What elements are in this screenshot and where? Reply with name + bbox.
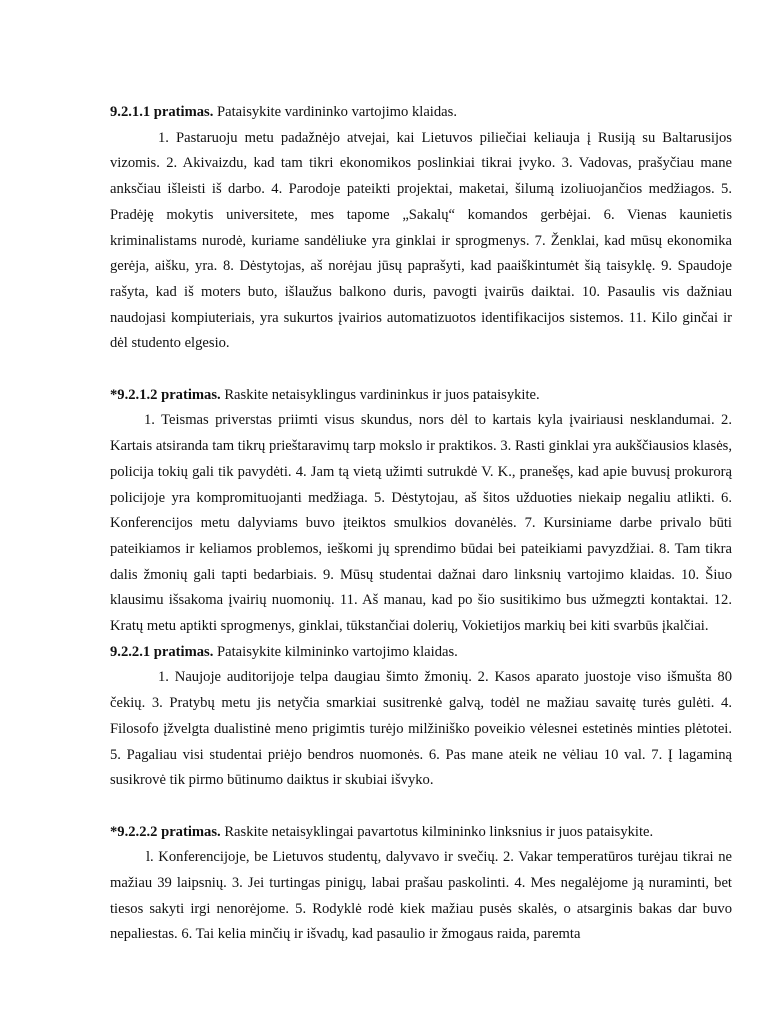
exercise-instruction: Pataisykite vardininko vartojimo klaidas.	[213, 104, 457, 120]
exercise-heading	[110, 383, 732, 409]
exercise-number: *9.2.1.2 pratimas.	[110, 386, 221, 403]
exercise-heading	[110, 100, 732, 126]
exercise-instruction: Raskite netaisyklingus vardininkus ir juos pataisykite.	[220, 386, 540, 403]
exercise-number: *9.2.2.2 pratimas.	[110, 823, 221, 840]
exercise-number: 9.2.2.1 pratimas.	[110, 643, 214, 660]
exercise-body: 1. Pastaruoju metu padažnėjo atvejai, kai Lietuvos piliečiai keliauja į Rusiją su Baltarusijos vizomis. 2. Akivaizdu, kad tam tikri ekonomikos poslinkiai tikrai įvyko. 3. Vadovas, prašyčiau mane anksčiau išleisti iš darbo. 4. Parodoje pateikti projektai, maketai, šilumą izoliuojančios medžiagos. 5. Pradėję mokytis universitete, mes tapome „Sakalų“ komandos gerbėjai. 6. Vienas kaunietis kriminalistams nurodė, kuriame sandėliuke yra ginklai ir sprogmenys. 7. Ženklai, kad mūsų ekonomika gerėja, aišku, yra. 8. Dėstytojas, aš norėjau jūsų paprašyti, kad paaiškintumėt šią taisyklę. 9. Spaudoje rašyta, kad iš moters buto, išlaužus balkono duris, pavogti įvairūs daiktai. 10. Pasaulis vis dažniau naudojasi kompiuteriais, yra sukurtos įvairios automatizuotos identifikacijos sistemos. 11. Kilo ginčai ir dėl studento elgesio.	[110, 129, 732, 352]
document-page	[110, 100, 732, 948]
paragraph-gap	[110, 357, 732, 383]
exercise-instruction: Pataisykite kilmininko vartojimo klaidas.	[213, 643, 458, 660]
exercise-body: l. Konferencijoje, be Lietuvos studentų, dalyvavo ir svečių. 2. Vakar temperatūros turėjau tikrai ne mažiau 39 laipsnių. 3. Jei turtingas pinigų, labai prašau paskolinti. 4. Mes negalėjome ją nuraminti, bet tiesos sakyti irgi nenorėjome. 5. Rodyklė rodė kiek mažiau pusės skalės, o atsarginis bakas dar buvo nepaliestas. 6. Tai kelia minčių ir išvadų, kad pasaulio ir žmogaus raida, paremta	[110, 849, 732, 943]
exercise-heading	[110, 640, 732, 666]
exercise-body: 1. Naujoje auditorijoje telpa daugiau šimto žmonių. 2. Kasos aparato juostoje viso išmušta 80 čekių. 3. Pratybų metu jis netyčia smarkiai susitrenkė galvą, todėl ne mažiau savaitę turės gulėti. 4. Filosofo įžvelgta dualistinė meno prigimtis turėjo milžiniško poveikio vėlesnei estetinės minties plėtotei. 5. Pagaliau visi studentai priėjo bendros nuomonės. 6. Pas mane ateik ne vėliau 10 val. 7. Į lagaminą susikrovė tik pirmo būtinumo daiktus ir skubiai išvyko.	[110, 669, 732, 789]
exercise-instruction: Raskite netaisyklingai pavartotus kilmininko linksnius ir juos pataisykite.	[220, 823, 654, 840]
exercise-number: 9.2.1.1 pratimas.	[110, 104, 214, 120]
exercise-body: 1. Teismas priverstas priimti visus skundus, nors dėl to kartais kyla įvairiausi nesklandumai. 2. Kartais atsiranda tam tikrų prieštaravimų tarp mokslo ir praktikos. 3. Rasti ginklai yra aukščiausios klasės, policija tokių gali tik pavydėti. 4. Jam tą vietą užimti sutrukdė V. K., pranešęs, kad apie buvusį prokurorą policijoje yra kompromituojanti medžiaga. 5. Dėstytojau, aš šitos užduoties niekaip negaliu atlikti. 6. Konferencijos metu dalyviams buvo įteiktos smulkios dovanėlės. 7. Kursiniame darbe privalo būti pateikiamos ir keliamos problemos, ieškomi jų sprendimo būdai bei pateikiami pavyzdžiai. 8. Tam tikra dalis žmonių gali tapti bedarbiais. 9. Mūsų studentai dažnai daro linksnių vartojimo klaidas. 10. Šiuo klausimu išsakoma įvairių nuomonių. 11. Aš manau, kad po šio susitikimo bus užmegzti kontaktai. 12. Kratų metu aptikti sprogmenys, ginklai, tūkstančiai dolerių, Vokietijos markių bei kiti svarbūs įkalčiai.	[110, 412, 732, 635]
exercise-heading	[110, 820, 732, 846]
paragraph-gap	[110, 794, 732, 820]
